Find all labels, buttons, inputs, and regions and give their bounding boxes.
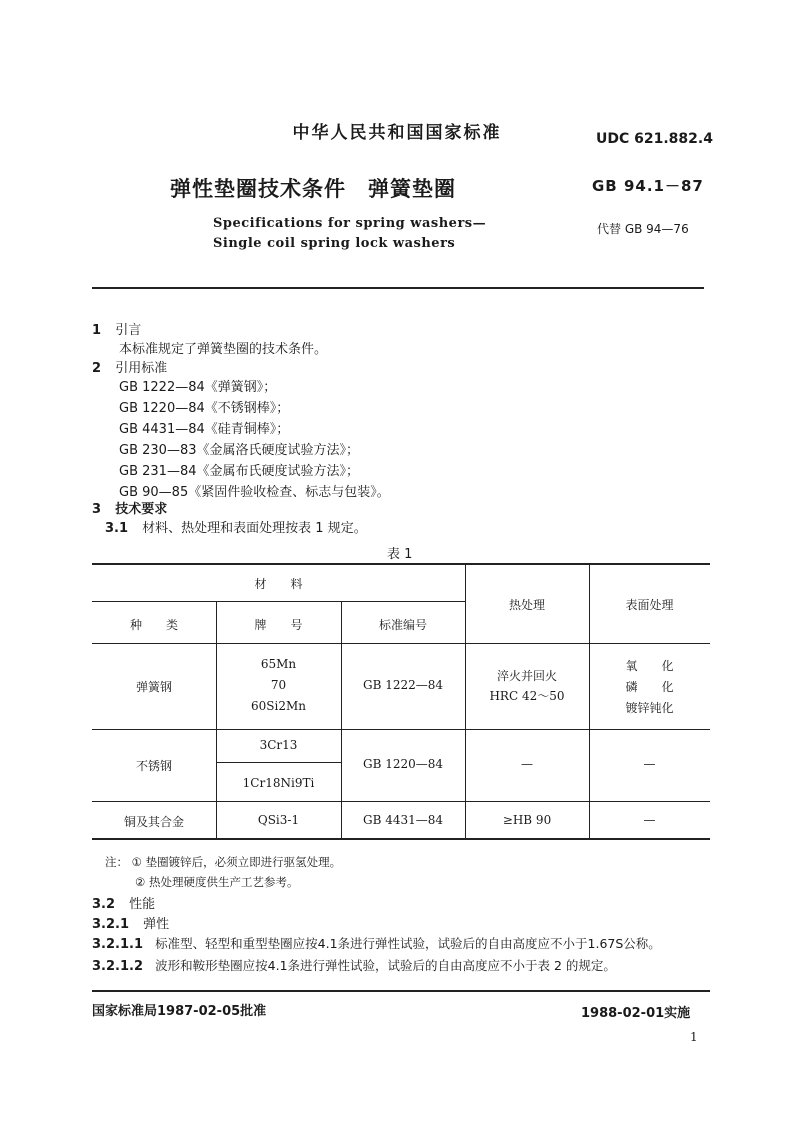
standard-number: GB 94.1－87	[592, 177, 704, 195]
section-3-1	[105, 517, 367, 536]
header-kind: 种 类	[129, 618, 178, 632]
cell-surface: 磷 化	[625, 680, 674, 694]
note-1-text: ① 垫圈镀锌后，必须立即进行驱氢处理。	[131, 855, 342, 869]
section-3-2-1-1-number: 3.2.1.1	[92, 937, 143, 952]
replaces-note: 代替 GB 94—76	[597, 222, 689, 236]
issuing-organization: 中华人民共和国国家标准	[292, 123, 502, 143]
reference-item: GB 231—84《金属布氏硬度试验方法》；	[119, 464, 359, 479]
table-top-border	[92, 563, 710, 565]
header-heat-treatment: 热处理	[508, 598, 545, 612]
section-3-heading	[92, 498, 167, 517]
section-3-number: 3	[92, 502, 102, 517]
materials-table	[92, 563, 710, 840]
table-note-1	[105, 854, 341, 870]
reference-item: GB 1222—84《弹簧钢》；	[119, 380, 277, 395]
section-3-2-1-2-number: 3.2.1.2	[92, 959, 143, 974]
cell-grade: 65Mn	[260, 657, 297, 671]
table-note-2: ② 热处理硬度供生产工艺参考。	[135, 875, 299, 889]
section-2-number: 2	[92, 361, 102, 376]
section-3-2-1-number: 3.2.1	[92, 917, 130, 932]
header-standard: 标准编号	[378, 618, 427, 632]
cell-grade: 60Si2Mn	[251, 699, 306, 713]
section-3-2-1-1-text: 标准型、轻型和重型垫圈应按4.1条进行弹性试验，试验后的自由高度应不小于1.67S公称。	[155, 936, 661, 951]
cell-standard: GB 4431—84	[362, 813, 444, 827]
section-1-heading	[92, 319, 141, 338]
section-3-2-title: 性能	[129, 897, 156, 912]
section-2-heading	[92, 357, 167, 376]
document-title: 弹性垫圈技术条件 弹簧垫圈	[170, 177, 456, 201]
section-3-1-text: 材料、热处理和表面处理按表 1 规定。	[142, 521, 367, 536]
cell-surface: 氧 化	[625, 659, 674, 673]
reference-item: GB 1220—84《不锈钢棒》；	[119, 401, 290, 416]
header-material: 材 料	[254, 577, 303, 591]
table-bottom-border	[92, 838, 710, 840]
section-3-2-number: 3.2	[92, 897, 116, 912]
footer-divider	[92, 990, 710, 992]
table-header-divider	[92, 601, 465, 602]
section-3-title: 技术要求	[115, 502, 168, 517]
section-3-2-1-2	[92, 956, 616, 974]
cell-grade: 70	[270, 678, 287, 692]
english-title-line1: Specifications for spring washers—	[213, 216, 487, 231]
cell-grade: 1Cr18Ni9Ti	[242, 776, 315, 790]
cell-heat: ≥HB 90	[502, 813, 552, 827]
section-2-title: 引用标准	[115, 361, 168, 376]
cell-kind: 弹簧钢	[135, 680, 172, 694]
cell-kind: 不锈钢	[135, 759, 172, 773]
section-1-title: 引言	[115, 323, 142, 338]
cell-surface: 镀锌钝化	[625, 701, 674, 715]
reference-item: GB 90—85《紧固件验收检查、标志与包装》。	[119, 485, 390, 500]
table-subrow-divider	[216, 762, 341, 763]
header-grade: 牌 号	[254, 618, 303, 632]
table-caption: 表 1	[387, 547, 413, 562]
page-number: 1	[690, 1030, 698, 1044]
cell-standard: GB 1220—84	[362, 757, 444, 771]
header-surface-treatment: 表面处理	[625, 598, 674, 612]
table-column-divider	[341, 601, 342, 839]
section-1-number: 1	[92, 323, 102, 338]
cell-kind: 铜及其合金	[123, 815, 184, 829]
udc-code: UDC 621.882.4	[596, 131, 713, 147]
cell-surface: —	[643, 757, 656, 771]
effective-date: 1988-02-01实施	[581, 1006, 691, 1021]
cell-standard: GB 1222—84	[362, 678, 444, 692]
cell-surface: —	[643, 813, 656, 827]
table-row-divider	[92, 729, 710, 730]
reference-item: GB 230—83《金属洛氏硬度试验方法》；	[119, 443, 359, 458]
table-row-divider	[92, 801, 710, 802]
cell-heat: HRC 42～50	[489, 689, 565, 703]
note-label: 注：	[105, 855, 128, 869]
section-3-2-1-title: 弹性	[143, 917, 170, 932]
cell-grade: 3Cr13	[259, 738, 298, 752]
section-3-2-1-heading	[92, 913, 169, 932]
approval-date: 国家标准局1987-02-05批准	[92, 1004, 267, 1019]
cell-heat: 淬火并回火	[496, 669, 557, 683]
cell-heat: —	[521, 757, 533, 771]
table-header-bottom	[92, 643, 710, 644]
section-3-1-number: 3.1	[105, 521, 129, 536]
section-3-2-1-1	[92, 934, 661, 952]
english-title-line2: Single coil spring lock washers	[213, 236, 456, 251]
section-1-text: 本标准规定了弹簧垫圈的技术条件。	[119, 342, 328, 357]
section-3-2-heading	[92, 893, 155, 912]
table-column-divider	[216, 601, 217, 839]
cell-grade: QSi3-1	[257, 813, 300, 827]
section-3-2-1-2-text: 波形和鞍形垫圈应按4.1条进行弹性试验，试验后的自由高度应不小于表 2 的规定。	[155, 958, 616, 973]
header-divider	[92, 287, 704, 289]
reference-item: GB 4431—84《硅青铜棒》；	[119, 422, 290, 437]
